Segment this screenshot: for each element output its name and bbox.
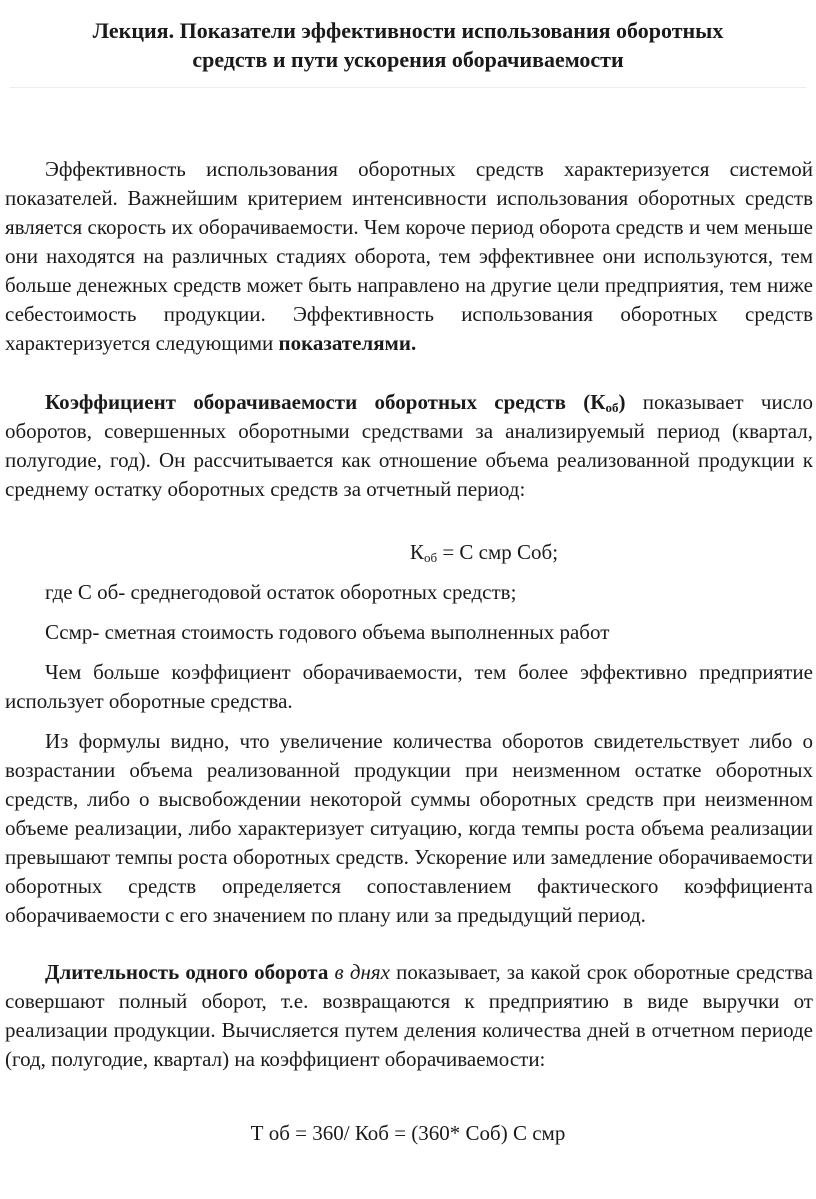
term-in-days: в днях [328,960,390,984]
paragraph-higher-ratio: Чем больше коэффициент оборачиваемости, тем более эффективно предприятие использует оборотные средства. [5,660,813,713]
page-title [0,16,816,74]
term-turnover-ratio: Коэффициент оборачиваемости оборотных средств $(К_{об})$ [45,390,626,415]
paragraph-formula-explanation: Из формулы видно, что увеличение количества оборотов свидетельствует либо о возрастании объема реализованной продукции при неизменном остатке оборотных средств, либо о высвобождении некоторой суммы оборотных средств при неизменном объеме реализации, либо характеризует ситуацию, когда темпы роста объема реализации превышают темпы роста оборотных средств. Ускорение или замедление оборачиваемости оборотных средств определяется сопоставлением фактического коэффициента оборачиваемости с его значением по плану или за предыдущий период. [5,729,813,927]
paragraph-turnover-ratio-text: показывает число оборотов, совершенных оборотными средствами за анализируемый период (квартал, полугодие, год). Он рассчитывается как отношение объема реализованной продукции к среднему остатку оборотных средств за отчетный период: [5,390,813,501]
paragraph-intro-bold: показателями. [278,331,417,355]
paragraph-intro [5,155,813,358]
title-divider [10,87,806,88]
paragraph-turnover-ratio [5,388,813,504]
paragraph-intro-text: Эффективность использования оборотных средств характеризуется системой показателей. Важнейшим критерием интенсивности использования оборотных средств является скорость их оборачиваемости. Чем короче период оборота средств и чем меньше они находятся на различных стадиях оборота, тем эффективнее они используются, тем больше денежных средств может быть направлено на другие цели предприятия, тем ниже себестоимость продукции. Эффективность использования оборотных средств характеризуется следующими [5,157,813,355]
paragraph-turnover-duration-text: показывает, за какой срок оборотные средства совершают полный оборот, т.е. возвращаются к предприятию в виде выручки от реализации продукции. Вычисляется путем деления количества дней в отчетном периоде (год, полугодие, квартал) на коэффициент оборачиваемости: [5,960,813,1071]
paragraph-where-cob: где С об- среднегодовой остаток оборотных средств; [45,580,517,604]
term-turnover-duration: Длительность одного оборота [45,960,329,984]
formula-turnover-duration: Т об = 360/ Коб = (360* Соб) С смр [250,1121,566,1145]
formula-turnover-ratio: $К_{об} = С$ смр Соб; [409,540,559,565]
paragraph-where-csmr: Ссмр- сметная стоимость годового объема выполненных работ [45,620,610,644]
paragraph-turnover-duration [5,958,813,1074]
title-line-1: Лекция. Показатели эффективности использования оборотных [92,18,724,43]
title-line-2: средств и пути ускорения оборачиваемости [192,47,624,72]
